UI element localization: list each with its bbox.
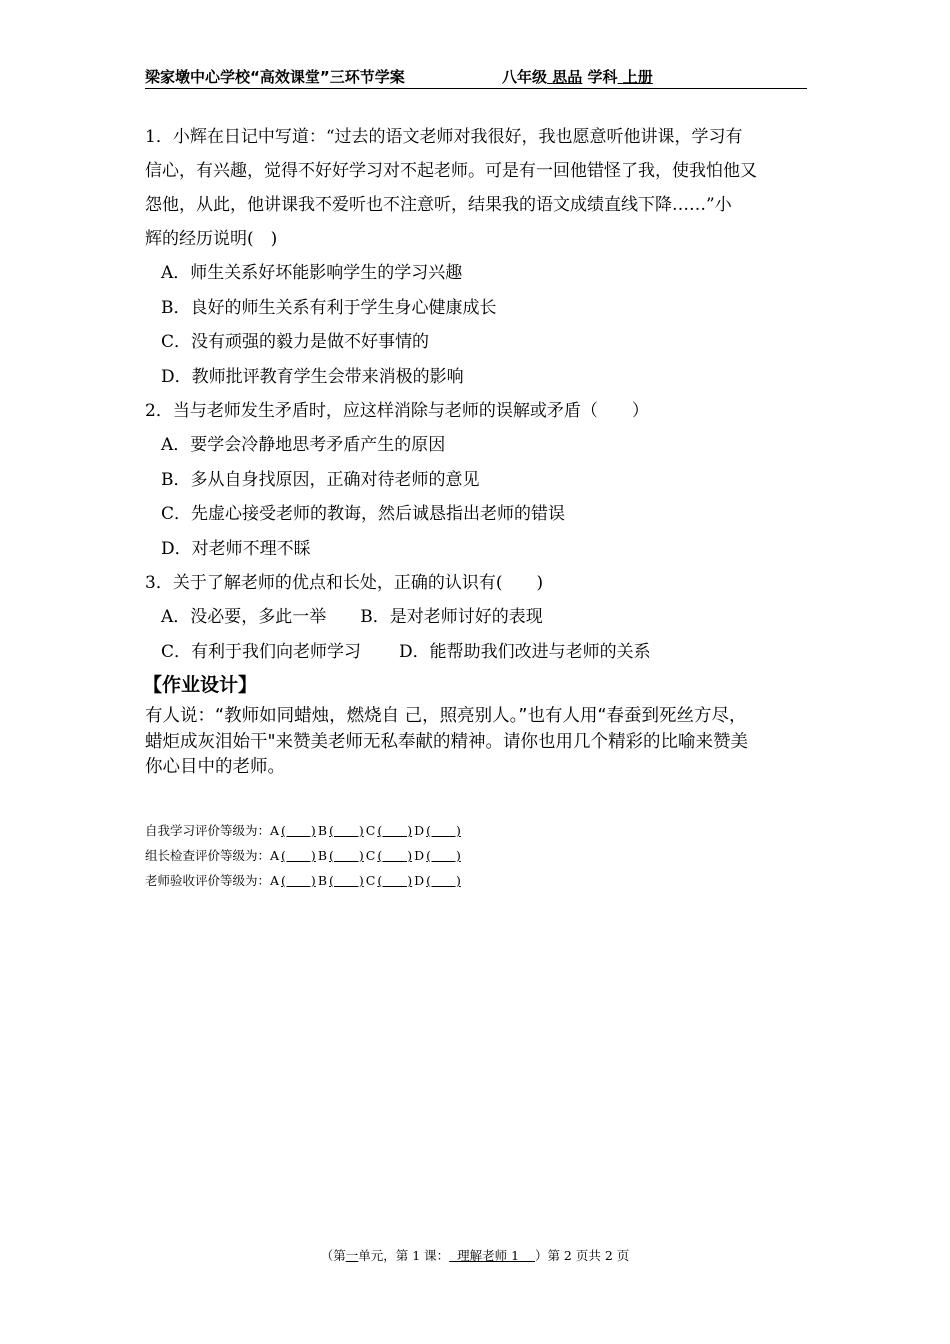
grade-blank[interactable]: ( )	[329, 873, 364, 888]
question-stem-line: 辉的经历说明( )	[145, 229, 278, 249]
question-2	[145, 394, 810, 566]
page-header	[145, 66, 807, 89]
option-d: D．能帮助我们改进与老师的关系	[399, 641, 651, 662]
option-d: D．教师批评教育学生会带来消极的影响	[161, 366, 464, 387]
volume-label: 上册	[622, 68, 653, 86]
homework-title: 【作业设计】	[143, 674, 258, 696]
grade-a: A	[270, 823, 280, 838]
grade-blank[interactable]: ( )	[426, 848, 461, 863]
self-evaluation-row	[145, 822, 463, 847]
homework-line: 你心目中的老师。	[145, 757, 285, 777]
question-3	[145, 566, 810, 669]
grade-a: A	[270, 873, 280, 888]
grade-blank[interactable]: ( )	[329, 823, 364, 838]
question-stem-line: 信心，有兴趣，觉得不好好学习对不起老师。可是有一回他错怪了我，使我怕他又	[145, 161, 757, 181]
grade-blank[interactable]: ( )	[426, 873, 461, 888]
page-footer	[0, 1246, 950, 1264]
lesson-title: 理解老师 1	[457, 1248, 520, 1263]
option-row-ab	[145, 600, 810, 635]
option-a: A．要学会冷静地思考矛盾产生的原因	[161, 435, 446, 455]
grade-blank[interactable]: ( )	[329, 848, 364, 863]
grade-blank[interactable]: ( )	[377, 823, 413, 838]
grade-d: D	[414, 873, 425, 888]
teacher-evaluation-row	[145, 872, 463, 897]
grade-blank[interactable]: ( )	[281, 848, 316, 863]
evaluation-label: 老师验收评价等级为：	[145, 873, 271, 888]
grade-label: 八年级	[502, 68, 548, 86]
question-stem-line: 3．关于了解老师的优点和长处，正确的认识有( )	[145, 573, 544, 593]
option-a: A．师生关系好坏能影响学生的学习兴趣	[161, 263, 463, 283]
option-a: A．没必要，多此一举	[161, 607, 327, 627]
evaluation-label: 组长检查评价等级为：	[145, 848, 271, 863]
homework-line: 蜡炬成灰泪始干"来赞美老师无私奉献的精神。请你也用几个精彩的比喻来赞美	[145, 731, 749, 752]
option-c: C．有利于我们向老师学习	[161, 641, 362, 662]
grade-c: C	[365, 823, 376, 838]
unit-number: 一	[345, 1248, 359, 1263]
option-c: C．先虚心接受老师的教诲，然后诚恳指出老师的错误	[161, 504, 566, 524]
option-b: B．多从自身找原因，正确对待老师的意见	[161, 469, 480, 490]
option-b: B．良好的师生关系有利于学生身心健康成长	[161, 297, 497, 318]
page-number: ）第 2 页共 2 页	[534, 1248, 630, 1263]
grade-blank[interactable]: ( )	[377, 873, 413, 888]
subject-label: 学科	[587, 68, 618, 86]
question-stem-line: 1．小辉在日记中写道：“过去的语文老师对我很好，我也愿意听他讲课，学习有	[145, 127, 743, 147]
grade-c: C	[365, 873, 376, 888]
grade-blank[interactable]: ( )	[377, 848, 413, 863]
footer-open: （第	[320, 1248, 346, 1263]
option-b: B．是对老师讨好的表现	[360, 607, 543, 627]
grade-blank[interactable]: ( )	[426, 823, 461, 838]
homework-line: 有人说：“教师如同蜡烛，燃烧自 己，照亮别人。”也有人用“春蚕到死丝方尽，	[145, 706, 747, 726]
option-row-cd	[145, 635, 810, 670]
course-info	[502, 66, 653, 87]
grade-d: D	[414, 823, 425, 838]
grade-a: A	[270, 848, 280, 863]
evaluation-section	[145, 822, 463, 897]
grade-d: D	[414, 848, 425, 863]
subject-name: 思品	[552, 68, 583, 86]
leader-evaluation-row	[145, 847, 463, 872]
question-stem-line: 怨他，从此，他讲课我不爱听也不注意听，结果我的语文成绩直线下降……”小	[145, 195, 732, 215]
question-1	[145, 120, 810, 394]
grade-blank[interactable]: ( )	[281, 823, 316, 838]
grade-b: B	[317, 848, 327, 863]
grade-blank[interactable]: ( )	[281, 873, 316, 888]
homework-text	[145, 704, 810, 781]
school-title: 梁家墩中心学校“高效课堂”三环节学案	[145, 68, 405, 86]
question-stem-line: 2．当与老师发生矛盾时，应这样消除与老师的误解或矛盾（ ）	[145, 401, 649, 421]
evaluation-label: 自我学习评价等级为：	[145, 823, 271, 838]
questions-section	[145, 120, 810, 781]
grade-b: B	[317, 873, 327, 888]
grade-c: C	[365, 848, 376, 863]
footer-lesson: 单元，第 1 课：	[358, 1248, 450, 1263]
option-c: C．没有顽强的毅力是做不好事情的	[161, 332, 430, 352]
grade-b: B	[317, 823, 327, 838]
option-d: D．对老师不理不睬	[161, 538, 311, 559]
